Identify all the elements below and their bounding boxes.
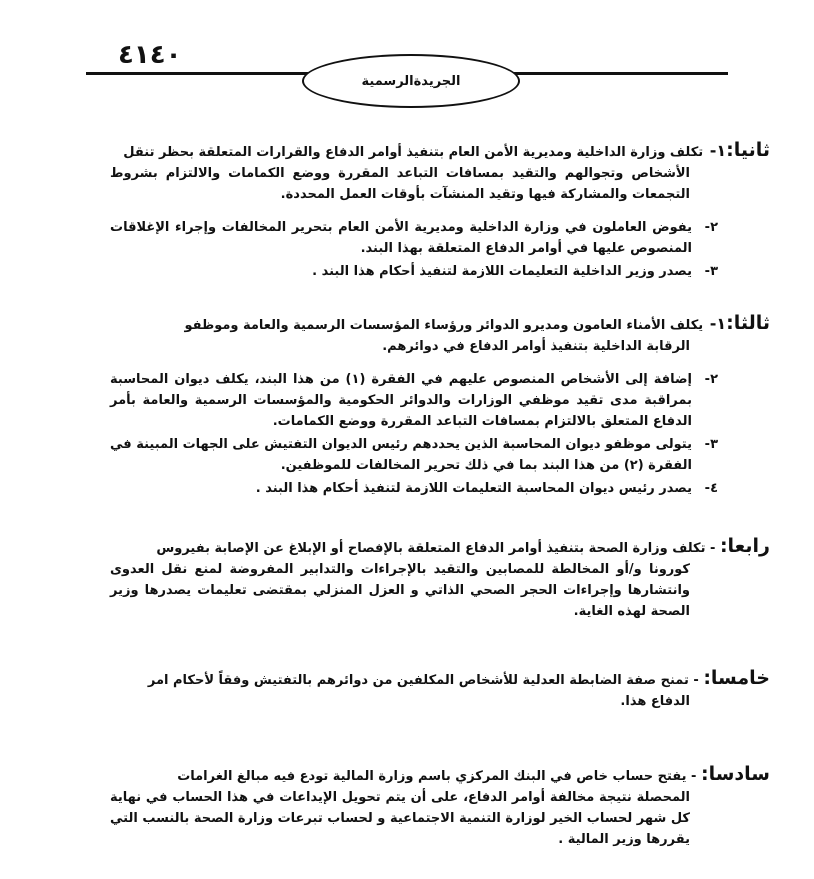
section-label: خامسا: xyxy=(703,667,770,689)
section-khamisan xyxy=(110,668,770,712)
section-thaniyan xyxy=(110,140,770,282)
section-label: رابعا: xyxy=(719,535,770,557)
item-number: ٤- xyxy=(704,481,718,496)
list-item xyxy=(110,261,770,282)
section-head xyxy=(110,536,770,559)
item-text: تكلف وزارة الداخلية ومديرية الأمن العام بتنفيذ أوامر الدفاع والقرارات المتعلقة بحظر تنقل xyxy=(123,145,704,160)
section-head xyxy=(110,140,770,163)
item-number: ٣- xyxy=(704,264,718,279)
section-head xyxy=(110,764,770,787)
section-rabian xyxy=(110,536,770,622)
section-label: ثالثا: xyxy=(726,312,770,334)
section-head xyxy=(110,668,770,691)
list-item xyxy=(110,478,770,499)
section-text-continued: الدفاع هذا. xyxy=(620,694,690,709)
list-item xyxy=(110,217,770,259)
item-number: ٢- xyxy=(704,372,718,387)
item-text: يصدر رئيس ديوان المحاسبة التعليمات اللازمة لتنفيذ أحكام هذا البند . xyxy=(255,481,692,496)
item-text: يتولى موظفو ديوان المحاسبة الذين يحددهم رئيس الديوان التفتيش على الجهات المبينة في الفقرة (٢) من هذا البند بما في ذلك تحرير المخالفات للموظفين. xyxy=(110,437,692,473)
section-label: ثانيا: xyxy=(726,139,770,161)
section-text: - تكلف وزارة الصحة بتنفيذ أوامر الدفاع المتعلقة بالإفصاح أو الإبلاغ عن الإصابة بفيروس xyxy=(156,541,716,556)
gazette-title-oval xyxy=(302,54,520,108)
section-thalithan xyxy=(110,313,770,499)
item-text: إضافة إلى الأشخاص المنصوص عليهم في الفقرة (١) من هذا البند، يكلف ديوان المحاسبة بمراقبة مدى تقيد موظفي الوزارات والدوائر الحكومية والمؤسسات الرسمية والعامة بأمر الدفاع المتعلق بالالتزام بمسافات التباعد المقررة ووضع الكمامات. xyxy=(110,372,693,429)
section-text-continued: المحصلة نتيجة مخالفة أوامر الدفاع، على أن يتم تحويل الإيداعات في هذا الحساب في نهاية كل شهر لحساب الخير لوزارة التنمية الاجتماعية و لحساب تبرعات وزارة الصحة بالنسب التي يقررها وزير المالية . xyxy=(110,790,690,847)
item-text-continued: الرقابة الداخلية بتنفيذ أوامر الدفاع في دوائرهم. xyxy=(382,339,690,354)
item-text-continued: الأشخاص وتجوالهم والتقيد بمسافات التباعد المقررة ووضع الكمامات والالتزام بشروط التجمعات والمشاركة فيها وتقيد المنشآت بأوقات العمل المحددة. xyxy=(110,166,690,202)
item-number: ٢- xyxy=(704,220,718,235)
item-text: يصدر وزير الداخلية التعليمات اللازمة لتنفيذ أحكام هذا البند . xyxy=(312,264,692,279)
section-head xyxy=(110,313,770,336)
page-number: ٤١٤٠ xyxy=(118,40,182,70)
item-number: ١- xyxy=(709,314,727,333)
item-number: ١- xyxy=(709,141,727,160)
item-text: يكلف الأمناء العامون ومديرو الدوائر ورؤساء المؤسسات الرسمية والعامة وموظفو xyxy=(184,318,704,333)
item-number: ٣- xyxy=(704,437,718,452)
section-text-continued: كورونا و/أو المخالطة للمصابين والتقيد بالإجراءات والتدابير المفروضة لمنع نقل العدوى وانتشارها وإجراءات الحجر الصحي الذاتي و العزل المنزلي بمقتضى تعليمات يصدرها وزير الصحة لهذه الغاية. xyxy=(110,562,690,619)
gazette-title: الجريدةالرسمية xyxy=(361,73,461,89)
section-label: سادسا: xyxy=(701,763,770,785)
item-text: يفوض العاملون في وزارة الداخلية ومديرية الأمن العام بتحرير المخالفات وإجراء الإغلاقات المنصوص عليها في أوامر الدفاع المتعلقة بهذا البند. xyxy=(110,220,692,256)
section-sadisan xyxy=(110,764,770,850)
list-item xyxy=(110,434,770,476)
section-text: - تمنح صفة الضابطة العدلية للأشخاص المكلفين من دوائرهم بالتفتيش وفقاً لأحكام امر xyxy=(147,673,699,688)
section-text: - يفتح حساب خاص في البنك المركزي باسم وزارة المالية تودع فيه مبالغ الغرامات xyxy=(177,769,697,784)
list-item xyxy=(110,369,770,432)
